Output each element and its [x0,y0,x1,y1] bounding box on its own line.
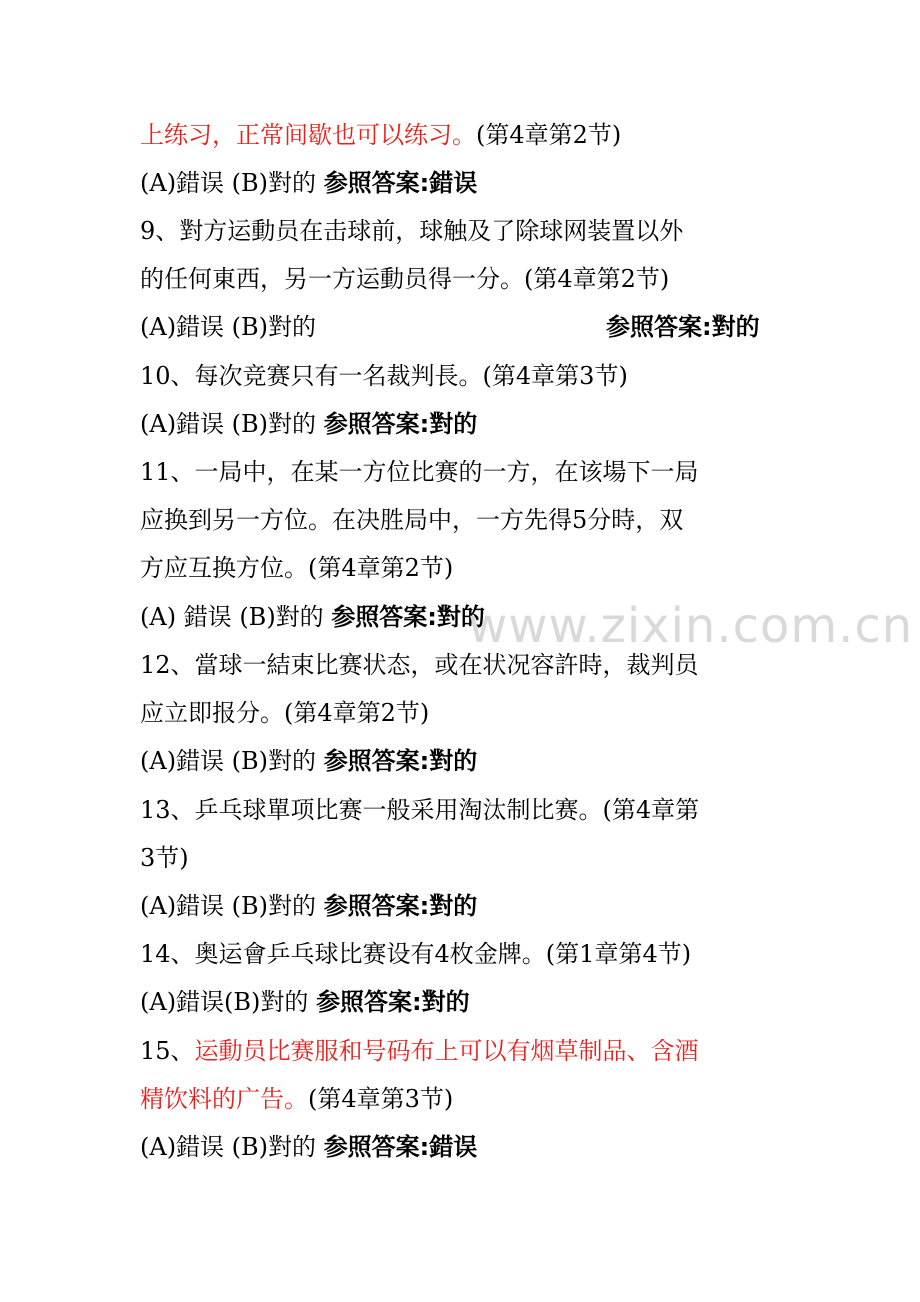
answer-line [140,891,477,921]
question-line [140,264,669,294]
options-text: (A)錯误 (B)對的 [140,892,324,920]
line-text: (第4章第3节) [308,1085,454,1113]
line-text: 的任何東西，另一方运動员得一分。(第4章第2节) [140,265,670,293]
watermark: www.zixin.com.cn [468,598,914,654]
line-text: 3节) [140,844,189,872]
answer-line [140,168,477,198]
question-line [140,843,189,873]
question-line [140,505,683,535]
line-text: 9、對方运動员在击球前，球触及了除球网装置以外 [140,217,684,245]
highlighted-text: 运動员比赛服和号码布上可以有烟草制品、含酒 [194,1037,699,1065]
question-line [140,457,699,487]
options-text: (A)錯误 (B)對的 [140,169,324,197]
answer-key: 参照答案:對的 [323,410,478,438]
options-text: (A)錯误 (B)對的 [140,1133,324,1161]
question-line [140,795,699,825]
answer-line [140,312,760,342]
question-line [140,698,429,728]
line-text: 方应互换方位。(第4章第2节) [140,554,454,582]
answer-key: 参照答案:對的 [606,313,760,341]
answer-key: 参照答案:對的 [323,747,478,775]
line-text: 14、奥运會乒乓球比赛设有4枚金牌。(第1章第4节) [140,940,692,968]
answer-key: 参照答案:對的 [331,603,485,631]
question-line [140,650,699,680]
answer-line [140,1132,477,1162]
line-text: (第4章第2节) [476,121,622,149]
line-text: 12、當球一結束比赛状态，或在状况容許時，裁判员 [140,651,699,679]
line-text: 11、一局中，在某一方位比赛的一方，在该場下一局 [140,458,699,486]
line-text: 10、每次竞赛只有一名裁判長。(第4章第3节) [140,362,628,390]
question-line [140,939,691,969]
question-line [140,361,628,391]
highlighted-text: 上练习，正常间歇也可以练习。 [140,121,476,149]
options-text: (A)錯误 (B)對的 [140,410,324,438]
question-line [140,553,453,583]
answer-line [140,746,477,776]
question-line [140,216,683,246]
options-text: (A)錯误 (B)對的 [140,747,324,775]
answer-line [140,987,470,1017]
line-text: 应换到另一方位。在决胜局中，一方先得5分時，双 [140,506,684,534]
highlighted-text: 精饮料的广告。 [140,1085,308,1113]
question-number: 15、 [140,1037,195,1065]
options-text: (A)錯误 (B)對的 [140,313,317,341]
options-text: (A)錯误(B)對的 [140,988,317,1016]
text-line [140,120,621,150]
answer-line [140,602,485,632]
options-text: (A) 錯误 (B)對的 [140,603,332,631]
answer-key: 参照答案:錯误 [323,169,478,197]
question-line [140,1084,453,1114]
answer-key: 参照答案:錯误 [323,1133,478,1161]
line-text: 应立即报分。(第4章第2节) [140,699,430,727]
answer-key: 参照答案:對的 [323,892,478,920]
answer-line [140,409,477,439]
line-text: 13、乒乓球單项比赛一般采用淘汰制比赛。(第4章第 [140,796,700,824]
question-line [140,1036,699,1066]
answer-key: 参照答案:對的 [316,988,470,1016]
